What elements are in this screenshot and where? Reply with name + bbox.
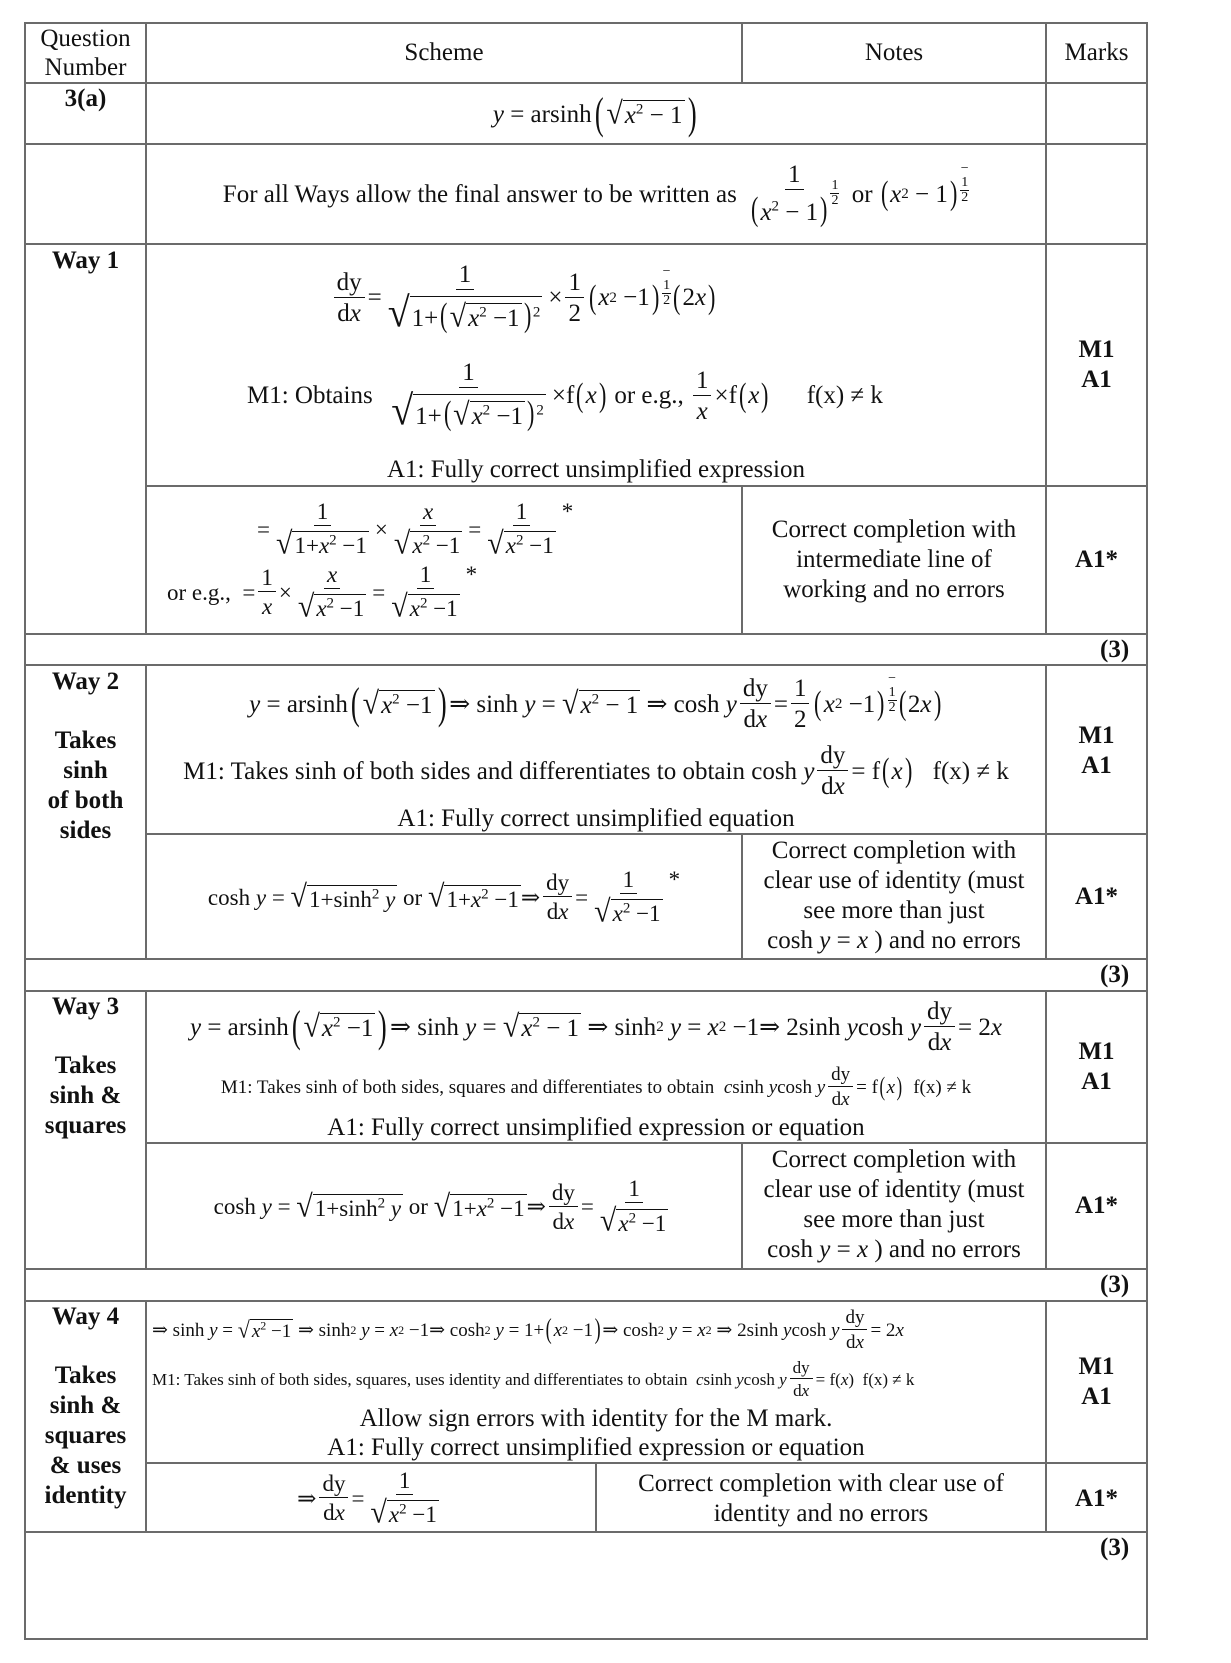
m1-condition: f(x) ≠ k [862,1369,915,1389]
way4-a1-note: A1: Fully correct unsimplified expression or equation [327,1434,865,1461]
completion-or: or [403,884,423,910]
general-note: For all Ways allow the final answer to be written as 1 $(x^2 - 1)$ $\frac{1}{2}$ or ( x 2 − 1 ) − 1 2 [222,160,969,228]
way-desc: Takes [54,727,117,754]
math-expression: y = arsinh ( √ $x^2 - 1$ ) [492,89,697,138]
note-line: clear use of identity (must [763,867,1025,894]
way2-m1-note: M1: Takes sinh of both sides and differentiates to obtain cosh y $\frac{dy}{dx}$ = f ( x ) f(x) ≠ k [183,742,1009,800]
note-line: identity and no errors [713,1500,929,1527]
way1-m1-note: M1: Obtains 1 √ 1+( √ $x^2 -1$ ) $^2$ ×f ( x ) or e.g., $\frac{1}{x}$ ×f ( x ) f(x) ≠ k [247,359,883,435]
note-line: cosh y = x ) and no errors [767,1236,1021,1263]
note-line: Correct completion with [771,837,1017,864]
way-desc: Takes [54,1362,117,1389]
col-divider [1045,990,1047,1269]
m1-condition: f(x) ≠ k [913,1076,972,1098]
row-divider [24,243,1148,245]
note-line: Correct completion with clear use of [638,1470,1004,1497]
total-marks: (3) [1100,1534,1130,1561]
way1-completion: = 1 √ $1+x^2 -1$ × x √ $x^2 -1$ = 1 √ $x^2 -1$ * or e.g., = $\frac{1}{x}$ × x √ $x^2 -1$ = 1 √ $x^2 -1$ * [167,498,574,624]
col-divider [1045,22,1047,634]
m1-note: M1: Takes sinh of both sides and differentiates to obtain [183,757,745,785]
way2-completion: cosh y = √ $1+\sinh^2$ y or √ $1+x^2 -1$ ⇒ $\frac{dy}{dx}$ = 1 √ $x^2 -1$ * [207,866,681,929]
mark-a1-star: A1* [1074,883,1119,910]
way-desc: & uses [49,1452,122,1479]
way2-equation: y = arsinh ( √ $x^2 -1$ ) ⇒ sinh y = √ $x^2 - 1$ ⇒ cosh y $\frac{dy}{dx}$ = $\frac{1}{2}$ ( x 2 −1 ) − 1 2 ( 2 x ) [249,670,941,733]
way-title: Way 2 [51,668,120,695]
note-line: see more than just [803,1206,985,1233]
way-title: Way 4 [51,1303,120,1330]
mark-a1-star: A1* [1074,546,1119,573]
m1-or: or e.g., [614,382,684,409]
way-desc: sinh & [49,1082,122,1109]
way3-m1-note: M1: Takes sinh of both sides, squares and differentiates to obtain c sinh y cosh y $\frac{dy}{dx}$ = f ( x ) f(x) ≠ k [220,1064,972,1110]
mark-a1: A1 [1081,1383,1112,1410]
way4-m1-note: M1: Takes sinh of both sides, squares, uses identity and differentiates to obtain c sinh y cosh y $\frac{dy}{dx}$ = f( x ) f(x) ≠ k [152,1358,915,1400]
completion-or: or e.g., [167,579,231,605]
m1-note: M1: Takes sinh of both sides, squares and differentiates to obtain [220,1076,715,1098]
general-note-or: or [851,180,873,208]
note-line: working and no errors [783,576,1005,603]
way-desc: squares [44,1422,127,1449]
way4-completion-note [597,1469,1045,1529]
way3-completion-note [743,1145,1045,1265]
way-label [26,667,145,846]
note-line: intermediate line of [796,546,992,573]
row-divider [24,990,1148,992]
table-border-bottom [24,1638,1148,1640]
row-divider [145,485,1148,487]
way-desc: Takes [54,1052,117,1079]
way-desc: sides [59,817,112,844]
note-line: Correct completion with [771,1146,1017,1173]
way1-completion-note [743,515,1045,605]
note-line: clear use of identity (must [763,1176,1025,1203]
mark-a1: A1 [1081,1068,1112,1095]
way1-derivative: $\frac{dy}{dx}$ = 1 √ 1+( √ $x^2 -1$ ) $^2$ × $\frac{1}{2}$ ( x 2 −1 ) − 1 2 ( 2 x ) [147,250,741,345]
note-line: Correct completion with [771,516,1017,543]
way2-a1-note: A1: Fully correct unsimplified equation [397,805,795,832]
row-divider [24,1531,1148,1533]
note-line: see more than just [803,897,985,924]
way-label [26,1302,145,1511]
way1-a1-note: A1: Fully correct unsimplified expression [387,456,805,483]
header-notes: Notes [864,39,924,66]
way-label [26,992,145,1141]
note-tail: and no errors [888,1236,1021,1263]
way-desc: squares [44,1112,127,1139]
way2-completion-note [743,836,1045,956]
way-desc: identity [44,1482,127,1509]
way-label: Way 1 [51,247,120,274]
question-number: 3(a) [64,85,107,112]
way4-equation: ⇒ sinh y = √ $x^2 -1$ ⇒ sinh 2 y = x 2 −1⇒ cosh 2 y = 1+ ( x 2 −1 ) ⇒ cosh 2 y = x 2 ⇒ 2sinh y cosh y $\frac{dy}{dx}$ = 2 x [152,1307,904,1353]
header-question-line1: Question [40,25,131,52]
total-marks: (3) [1100,636,1130,663]
way-desc: of both [47,787,124,814]
m1-note: M1: Takes sinh of both sides, squares, uses identity and differentiates to obtain [152,1369,688,1389]
row-divider [24,958,1148,960]
given-equation [147,86,1045,142]
col-divider [1045,664,1047,959]
way3-equation: y = arsinh ( √ $x^2 -1$ ) ⇒ sinh y = √ $x^2 - 1$ ⇒ sinh 2 y = x 2 −1⇒ 2sinh y cosh y $\frac{dy}{dx}$ = 2 x [189,998,1003,1056]
mark-a1: A1 [1081,366,1112,393]
way4-allow-note: Allow sign errors with identity for the M mark. [359,1405,833,1432]
table-border-right [1146,22,1148,1640]
completion-or: or [408,1194,428,1219]
way4-completion: ⇒ $\frac{dy}{dx}$ = 1 √ $x^2 -1$ [297,1467,437,1530]
mark-m1: M1 [1078,722,1115,749]
total-marks: (3) [1100,961,1130,988]
total-marks: (3) [1100,1271,1130,1298]
header-scheme: Scheme [404,39,484,66]
row-divider [24,82,1148,84]
m1-condition: f(x) ≠ k [932,757,1009,785]
way3-completion: cosh y = √ $1+\sinh^2$ y or √ $1+x^2 -1$ ⇒ $\frac{dy}{dx}$ = 1 √ $x^2 -1$ [213,1176,667,1238]
mark-a1: A1 [1081,752,1112,779]
mark-a1-star: A1* [1074,1192,1119,1219]
mark-a1-star: A1* [1074,1485,1119,1512]
note-line: cosh y = x ) and no errors [767,927,1021,954]
header-marks: Marks [1064,39,1129,66]
header-question-number [26,24,145,82]
mark-m1: M1 [1078,1038,1115,1065]
row-divider [24,664,1148,666]
m1-condition: f(x) ≠ k [806,382,883,409]
table-border-top [24,22,1148,24]
mark-m1: M1 [1078,336,1115,363]
way-title: Way 3 [51,993,120,1020]
m1-prefix: M1: Obtains [247,382,373,409]
way-desc: sinh [63,757,108,784]
row-divider [24,633,1148,635]
header-question-line2: Number [44,54,127,81]
way-desc: sinh & [49,1392,122,1419]
row-divider [24,1268,1148,1270]
way3-a1-note: A1: Fully correct unsimplified expression or equation [327,1114,865,1141]
row-divider [24,1300,1148,1302]
row-divider [24,143,1148,145]
general-note-text: For all Ways allow the final answer to be written as [222,180,737,208]
mark-m1: M1 [1078,1353,1115,1380]
note-tail: and no errors [888,927,1021,954]
